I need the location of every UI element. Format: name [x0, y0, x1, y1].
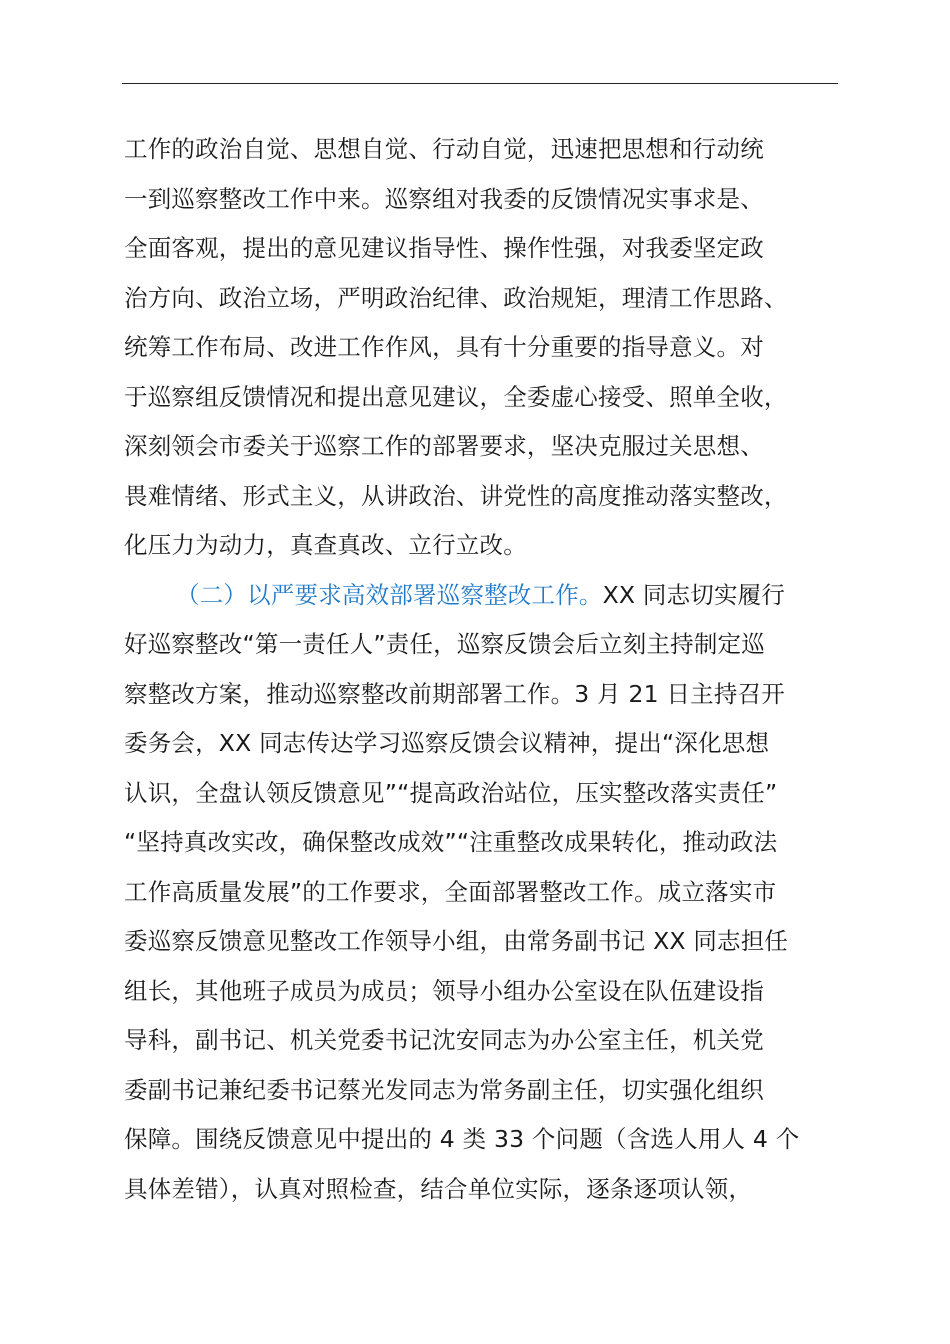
paragraph-1 — [124, 125, 864, 571]
text-line: 保障。围绕反馈意见中提出的 4 类 33 个问题（含选人用人 4 个 — [124, 1125, 800, 1153]
text-line: 委副书记兼纪委书记蔡光发同志为常务副主任，切实强化组织 — [124, 1075, 764, 1104]
text-line: 深刻领会市委关于巡察工作的部署要求，坚决克服过关思想、 — [124, 432, 764, 460]
paragraph-2 — [124, 571, 864, 1215]
text-line: 于巡察组反馈情况和提出意见建议，全委虚心接受、照单全收， — [124, 382, 788, 411]
text-line: 具体差错），认真对照检查，结合单位实际，逐条逐项认领， — [124, 1174, 753, 1203]
text-line: “坚持真改实改，确保整改成效”“注重整改成果转化，推动政法 — [124, 828, 778, 856]
text-line: 工作高质量发展”的工作要求，全面部署整改工作。成立落实市 — [124, 877, 777, 906]
text-line: 委巡察反馈意见整改工作领导小组，由常务副书记 XX 同志担任 — [124, 927, 789, 955]
text-line: 委务会，XX 同志传达学习巡察反馈会议精神，提出“深化思想 — [124, 729, 770, 757]
text-line: 工作的政治自觉、思想自觉、行动自觉，迅速把思想和行动统 — [124, 135, 764, 163]
text-line: 导科，副书记、机关党委书记沈安同志为办公室主任，机关党 — [124, 1026, 764, 1054]
text-line: 全面客观，提出的意见建议指导性、操作性强，对我委坚定政 — [124, 234, 764, 262]
text-line: 治方向、政治立场，严明政治纪律、政治规矩，理清工作思路、 — [124, 283, 788, 312]
text-line: 组长，其他班子成员为成员；领导小组办公室设在队伍建设指 — [124, 976, 764, 1005]
paragraph-first-line — [124, 571, 864, 621]
text-line: 畏难情绪、形式主义，从讲政治、讲党性的高度推动落实整改， — [124, 481, 788, 510]
header-rule — [122, 83, 838, 84]
section-heading: （二）以严要求高效部署巡察整改工作。 — [176, 580, 603, 609]
text-line: 统筹工作布局、改进工作作风，具有十分重要的指导意义。对 — [124, 333, 764, 361]
text-line: 察整改方案，推动巡察整改前期部署工作。3 月 21 日主持召开 — [124, 679, 785, 708]
text-line: 好巡察整改“第一责任人”责任，巡察反馈会后立刻主持制定巡 — [124, 630, 765, 658]
text-line: 认识，全盘认领反馈意见”“提高政治站位，压实整改落实责任” — [124, 778, 778, 807]
text-line: 化压力为动力，真查真改、立行立改。 — [124, 531, 527, 559]
text-line: 一到巡察整改工作中来。巡察组对我委的反馈情况实事求是、 — [124, 184, 764, 213]
heading-continuation: XX 同志切实履行 — [602, 580, 786, 609]
document-body — [124, 125, 864, 1214]
